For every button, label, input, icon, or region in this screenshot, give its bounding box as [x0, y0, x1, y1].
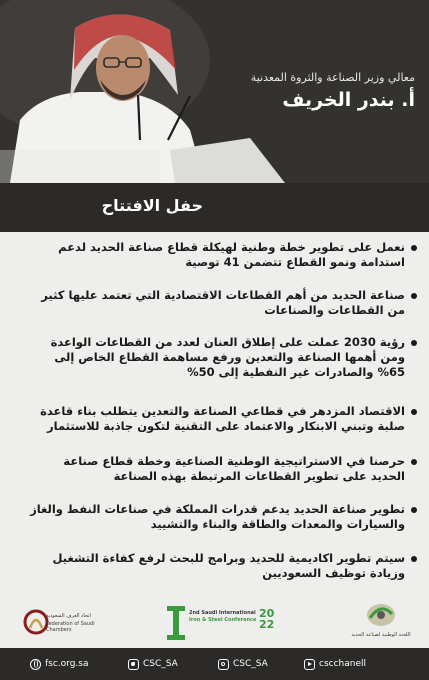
bullet-dot — [411, 459, 417, 465]
youtube-link[interactable] — [304, 657, 366, 671]
instagram-handle: CSC_SA — [233, 659, 268, 669]
list-item — [30, 335, 405, 380]
bullet-dot — [411, 409, 417, 415]
list-item-text: الاقتصاد المزدهر في قطاعي الصناعة والتعدين يتطلب بناء قاعدة صلبة وتبني الابتكار والاعتماد على التقنية لتكون جاذبة للاستثمار — [40, 404, 405, 433]
youtube-icon — [304, 659, 315, 670]
conference-line1: 2nd Saudi International — [189, 610, 256, 616]
fsc-name-en: Federation of Saudi Chambers — [46, 621, 95, 633]
list-item-text: سيتم تطوير اكاديمية للحديد وبرامج للبحث لرفع كفاءة التشغيل وزيادة توظيف السعوديين — [52, 551, 405, 580]
csc-logo — [350, 596, 412, 646]
steel-beam-icon — [165, 602, 187, 642]
csc-emblem-icon — [364, 600, 398, 630]
conference-logo — [165, 596, 285, 646]
csc-name-ar: اللجنة الوطنية لصناعة الحديد — [351, 632, 411, 638]
twitter-icon — [128, 659, 139, 670]
twitter-link[interactable] — [128, 657, 178, 671]
speaker-name: أ. بندر الخريف — [282, 89, 415, 111]
website-link[interactable] — [30, 657, 89, 671]
website-text: fsc.org.sa — [45, 659, 89, 669]
list-item — [30, 454, 405, 484]
footer-bar — [0, 648, 429, 680]
conference-line2: Iron & Steel Conference — [189, 617, 257, 623]
bullet-dot — [411, 245, 417, 251]
list-item — [30, 551, 405, 581]
section-title: حفل الافتتاح — [101, 196, 203, 215]
globe-icon — [30, 659, 41, 670]
conference-year — [259, 608, 283, 630]
list-item — [30, 502, 405, 532]
conference-year-bottom: 22 — [259, 618, 275, 631]
hero-photo — [0, 0, 429, 183]
youtube-channel: cscchanell — [319, 659, 366, 669]
bullet-dot — [411, 293, 417, 299]
sponsor-logos — [0, 596, 429, 646]
list-item — [30, 240, 405, 270]
list-item-text: رؤية 2030 عملت على إطلاق العنان لعدد من القطاعات الواعدة ومن أهمها الصناعة والتعدين ورفع مساهمة القطاع الخاص إلى 65% والصادرات غير النفطية إلى 50% — [50, 335, 405, 379]
list-item — [30, 288, 405, 318]
list-item — [30, 404, 405, 434]
speaker-caption — [175, 71, 415, 113]
list-item-text: صناعة الحديد من أهم القطاعات الاقتصادية التي تعتمد عليها كثير من القطاعات والصناعات — [41, 288, 405, 317]
list-item-text: حرصنا في الاستراتيجية الوطنية الصناعية وخطة قطاع صناعة الحديد على تطوير القطاعات المرتبطة بهذه الصناعة — [63, 454, 405, 483]
list-item-text: نعمل على تطوير خطة وطنية لهيكلة قطاع صناعة الحديد لدعم استدامة ونمو القطاع تتضمن 41 توصية — [58, 240, 405, 269]
fsc-name-ar: اتحاد الغرف السعودية — [46, 613, 91, 619]
conference-year-top: 20 — [259, 607, 275, 620]
twitter-handle: CSC_SA — [143, 659, 178, 669]
speaker-role: معالي وزير الصناعة والثروة المعدنية — [250, 71, 415, 84]
instagram-link[interactable] — [218, 657, 268, 671]
bullet-dot — [411, 556, 417, 562]
section-title-bar — [0, 183, 429, 232]
fsc-logo — [22, 596, 112, 646]
list-item-text: تطوير صناعة الحديد يدعم قدرات المملكة في صناعات النفط والغاز والسيارات والمعدات والطاقة والبناء والتشييد — [30, 502, 405, 531]
bullet-dot — [411, 507, 417, 513]
bullet-dot — [411, 340, 417, 346]
instagram-icon — [218, 659, 229, 670]
